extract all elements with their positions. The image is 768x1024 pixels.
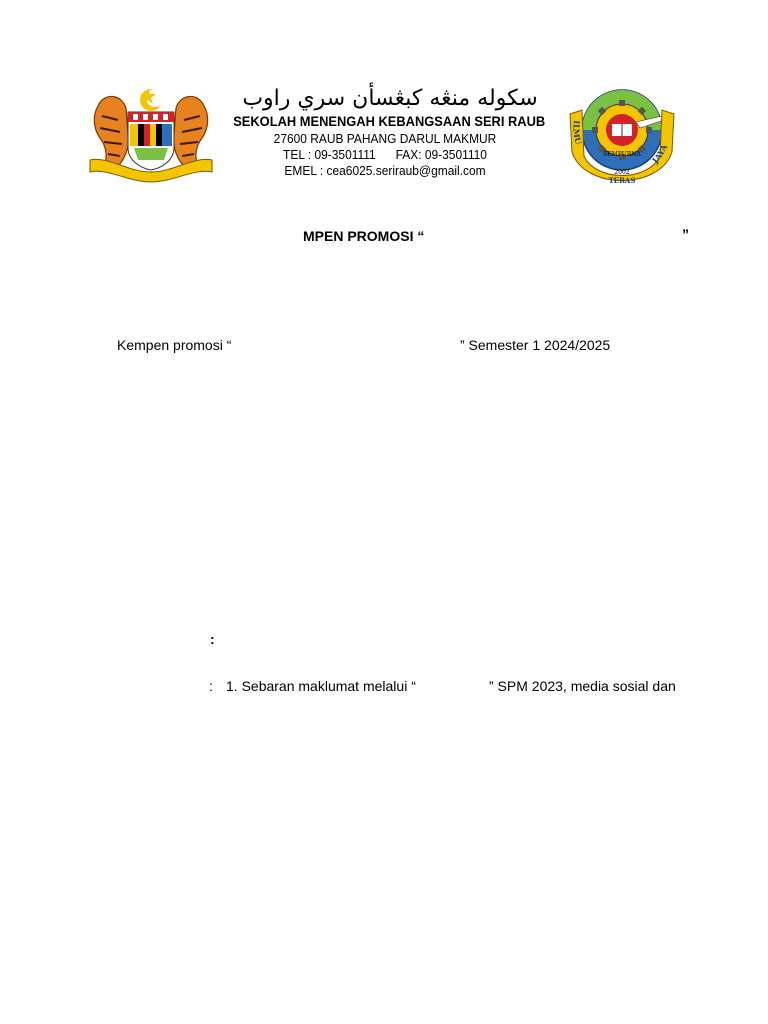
school-name: SEKOLAH MENENGAH KEBANGSAAN SERI RAUB	[233, 113, 546, 129]
semester-text: ” Semester 1 2024/2025	[460, 337, 611, 353]
crest-word-jaya: JAYA	[649, 142, 670, 166]
field-colon: :	[209, 678, 213, 694]
crest-word-ilmu: ILMU	[571, 119, 584, 146]
field-colon-bold: :	[210, 631, 215, 647]
crest-word-teras: TERAS	[608, 176, 636, 185]
crest-word-sempurna: SEMPURNA	[603, 151, 641, 158]
school-name-jawi: سکوله منڠه کبڠسأن سري راوب	[242, 86, 538, 111]
school-email: EMEL : cea6025.seriraub@gmail.com	[284, 163, 486, 178]
spm-media-sosial-text: ” SPM 2023, media sosial dan	[489, 678, 676, 694]
sebaran-maklumat-text: 1. Sebaran maklumat melalui “	[226, 678, 416, 694]
school-crest-logo	[566, 86, 678, 190]
school-phone-fax: TEL : 09-3501111 FAX: 09-3501110	[283, 147, 487, 162]
crest-year: 2002	[614, 169, 630, 176]
document-title-close-quote: ”	[682, 226, 689, 242]
coat-of-arms-logo	[88, 86, 214, 186]
document-title: MPEN PROMOSI “	[303, 228, 425, 244]
kempen-promosi-text: Kempen promosi “	[117, 337, 232, 353]
school-address: 27600 RAUB PAHANG DARUL MAKMUR	[273, 131, 497, 146]
